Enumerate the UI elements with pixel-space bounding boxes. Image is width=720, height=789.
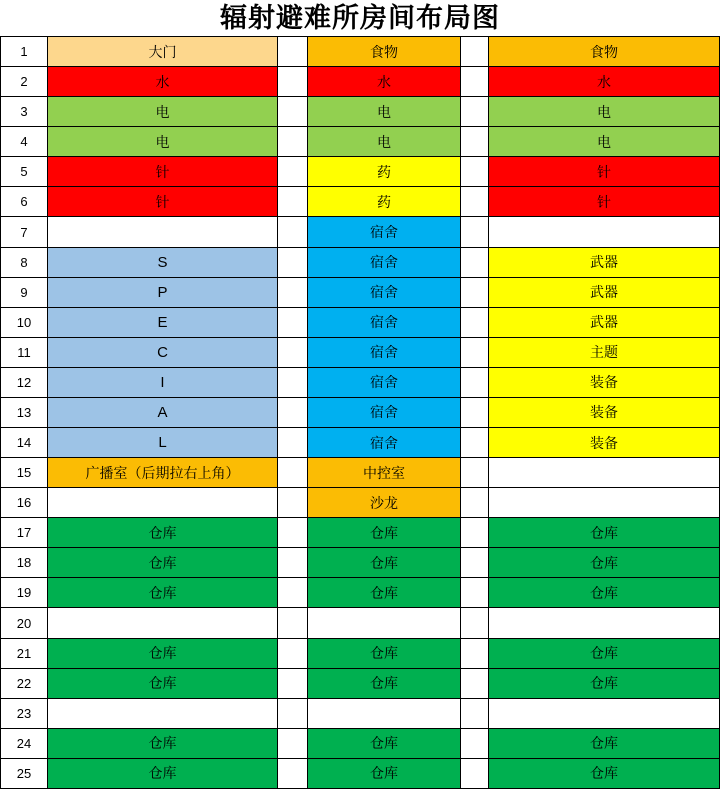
room-cell-left[interactable]: I <box>47 368 277 397</box>
row-number-cell[interactable]: 17 <box>0 518 47 547</box>
table-row <box>0 458 720 488</box>
room-cell-middle[interactable]: 药 <box>307 157 460 186</box>
gap-cell[interactable] <box>460 458 488 487</box>
row-number-cell[interactable]: 9 <box>0 278 47 307</box>
gap-cell[interactable] <box>277 398 307 427</box>
room-cell-left[interactable]: S <box>47 248 277 277</box>
gap-cell[interactable] <box>460 187 488 216</box>
room-cell-middle[interactable]: 宿舍 <box>307 368 460 397</box>
room-cell-left[interactable]: 针 <box>47 187 277 216</box>
table-row <box>0 669 720 699</box>
room-cell-left[interactable]: 仓库 <box>47 548 277 577</box>
room-cell-left[interactable]: 针 <box>47 157 277 186</box>
room-cell-right[interactable]: 仓库 <box>488 548 720 577</box>
row-number-cell[interactable]: 20 <box>0 608 47 637</box>
row-number-cell[interactable]: 22 <box>0 669 47 698</box>
room-cell-left[interactable]: A <box>47 398 277 427</box>
gap-cell[interactable] <box>460 67 488 96</box>
gap-cell[interactable] <box>277 248 307 277</box>
gap-cell[interactable] <box>460 729 488 758</box>
table-row <box>0 759 720 789</box>
gap-cell[interactable] <box>460 488 488 517</box>
gap-cell[interactable] <box>277 729 307 758</box>
gap-cell[interactable] <box>277 127 307 156</box>
gap-cell[interactable] <box>277 699 307 728</box>
room-cell-middle[interactable]: 仓库 <box>307 729 460 758</box>
room-cell-right[interactable]: 仓库 <box>488 729 720 758</box>
room-cell-left[interactable]: 广播室（后期拉右上角） <box>47 458 277 487</box>
table-row <box>0 368 720 398</box>
row-number-cell[interactable]: 25 <box>0 759 47 788</box>
gap-cell[interactable] <box>277 187 307 216</box>
room-cell-left[interactable]: 仓库 <box>47 669 277 698</box>
row-number-cell[interactable]: 14 <box>0 428 47 457</box>
room-cell-middle[interactable]: 仓库 <box>307 548 460 577</box>
room-cell-middle[interactable]: 药 <box>307 187 460 216</box>
row-number-cell[interactable]: 11 <box>0 338 47 367</box>
room-cell-middle[interactable]: 宿舍 <box>307 428 460 457</box>
room-cell-right[interactable]: 针 <box>488 187 720 216</box>
room-cell-right[interactable]: 仓库 <box>488 518 720 547</box>
gap-cell[interactable] <box>460 398 488 427</box>
room-cell-middle[interactable]: 宿舍 <box>307 338 460 367</box>
room-cell-right[interactable]: 主题 <box>488 338 720 367</box>
table-row <box>0 187 720 217</box>
table-row <box>0 639 720 669</box>
room-cell-middle[interactable]: 仓库 <box>307 669 460 698</box>
gap-cell[interactable] <box>460 97 488 126</box>
room-cell-middle[interactable]: 水 <box>307 67 460 96</box>
gap-cell[interactable] <box>460 157 488 186</box>
row-number-cell[interactable]: 13 <box>0 398 47 427</box>
table-row <box>0 488 720 518</box>
room-cell-middle[interactable]: 宿舍 <box>307 278 460 307</box>
room-cell-left[interactable]: C <box>47 338 277 367</box>
gap-cell[interactable] <box>277 639 307 668</box>
row-number-cell[interactable]: 3 <box>0 97 47 126</box>
table-row <box>0 578 720 608</box>
room-cell-left[interactable]: 电 <box>47 97 277 126</box>
table-row <box>0 338 720 368</box>
gap-cell[interactable] <box>277 608 307 637</box>
room-cell-right[interactable] <box>488 488 720 517</box>
room-cell-left[interactable] <box>47 699 277 728</box>
room-cell-left[interactable]: 仓库 <box>47 578 277 607</box>
gap-cell[interactable] <box>460 127 488 156</box>
row-number-cell[interactable]: 21 <box>0 639 47 668</box>
room-cell-right[interactable]: 电 <box>488 97 720 126</box>
table-row <box>0 699 720 729</box>
room-cell-right[interactable] <box>488 608 720 637</box>
table-row <box>0 127 720 157</box>
gap-cell[interactable] <box>277 97 307 126</box>
gap-cell[interactable] <box>460 518 488 547</box>
room-cell-left[interactable]: L <box>47 428 277 457</box>
gap-cell[interactable] <box>460 699 488 728</box>
row-number-cell[interactable]: 5 <box>0 157 47 186</box>
room-cell-left[interactable] <box>47 488 277 517</box>
table-row <box>0 37 720 67</box>
room-cell-middle[interactable]: 宿舍 <box>307 398 460 427</box>
row-number-cell[interactable]: 8 <box>0 248 47 277</box>
gap-cell[interactable] <box>460 217 488 246</box>
room-cell-middle[interactable]: 宿舍 <box>307 248 460 277</box>
room-cell-middle[interactable]: 仓库 <box>307 518 460 547</box>
gap-cell[interactable] <box>277 67 307 96</box>
table-row <box>0 518 720 548</box>
table-row <box>0 308 720 338</box>
room-cell-right[interactable]: 装备 <box>488 398 720 427</box>
gap-cell[interactable] <box>277 428 307 457</box>
gap-cell[interactable] <box>460 308 488 337</box>
gap-cell[interactable] <box>277 518 307 547</box>
row-number-cell[interactable]: 12 <box>0 368 47 397</box>
room-cell-left[interactable]: 仓库 <box>47 639 277 668</box>
room-cell-left[interactable]: E <box>47 308 277 337</box>
gap-cell[interactable] <box>460 608 488 637</box>
gap-cell[interactable] <box>277 578 307 607</box>
room-cell-right[interactable]: 装备 <box>488 368 720 397</box>
gap-cell[interactable] <box>460 278 488 307</box>
row-number-cell[interactable]: 24 <box>0 729 47 758</box>
room-cell-middle[interactable]: 食物 <box>307 37 460 66</box>
page-title: 辐射避难所房间布局图 <box>220 3 500 34</box>
table-row <box>0 278 720 308</box>
room-cell-right[interactable] <box>488 699 720 728</box>
room-cell-middle[interactable]: 电 <box>307 97 460 126</box>
row-number-cell[interactable]: 23 <box>0 699 47 728</box>
room-cell-right[interactable]: 仓库 <box>488 669 720 698</box>
room-cell-left[interactable] <box>47 608 277 637</box>
row-number-cell[interactable]: 10 <box>0 308 47 337</box>
room-cell-middle[interactable]: 仓库 <box>307 759 460 788</box>
table-row <box>0 729 720 759</box>
table-row <box>0 248 720 278</box>
room-cell-middle[interactable]: 沙龙 <box>307 488 460 517</box>
gap-cell[interactable] <box>460 639 488 668</box>
table-row <box>0 398 720 428</box>
row-number-cell[interactable]: 2 <box>0 67 47 96</box>
room-cell-middle[interactable]: 中控室 <box>307 458 460 487</box>
gap-cell[interactable] <box>277 488 307 517</box>
table-row <box>0 97 720 127</box>
gap-cell[interactable] <box>460 248 488 277</box>
room-cell-right[interactable]: 仓库 <box>488 759 720 788</box>
room-cell-right[interactable]: 武器 <box>488 278 720 307</box>
room-cell-left[interactable]: 仓库 <box>47 518 277 547</box>
gap-cell[interactable] <box>277 458 307 487</box>
gap-cell[interactable] <box>460 428 488 457</box>
room-cell-left[interactable]: 大门 <box>47 37 277 66</box>
row-number-cell[interactable]: 4 <box>0 127 47 156</box>
room-cell-right[interactable]: 食物 <box>488 37 720 66</box>
room-cell-right[interactable]: 仓库 <box>488 639 720 668</box>
gap-cell[interactable] <box>460 548 488 577</box>
gap-cell[interactable] <box>460 578 488 607</box>
row-number-cell[interactable]: 7 <box>0 217 47 246</box>
room-cell-middle[interactable]: 仓库 <box>307 639 460 668</box>
row-number-cell[interactable]: 1 <box>0 37 47 66</box>
room-cell-middle[interactable] <box>307 699 460 728</box>
room-cell-left[interactable]: P <box>47 278 277 307</box>
room-cell-right[interactable] <box>488 217 720 246</box>
room-cell-left[interactable]: 电 <box>47 127 277 156</box>
table-row <box>0 428 720 458</box>
gap-cell[interactable] <box>277 308 307 337</box>
gap-cell[interactable] <box>277 368 307 397</box>
room-cell-left[interactable]: 水 <box>47 67 277 96</box>
room-cell-right[interactable]: 水 <box>488 67 720 96</box>
room-cell-right[interactable]: 电 <box>488 127 720 156</box>
row-number-cell[interactable]: 16 <box>0 488 47 517</box>
room-cell-middle[interactable]: 宿舍 <box>307 217 460 246</box>
room-cell-left[interactable]: 仓库 <box>47 729 277 758</box>
room-cell-right[interactable]: 武器 <box>488 248 720 277</box>
gap-cell[interactable] <box>460 37 488 66</box>
row-number-cell[interactable]: 19 <box>0 578 47 607</box>
table-row <box>0 157 720 187</box>
room-cell-right[interactable]: 装备 <box>488 428 720 457</box>
room-cell-left[interactable]: 仓库 <box>47 759 277 788</box>
room-cell-right[interactable]: 武器 <box>488 308 720 337</box>
gap-cell[interactable] <box>460 368 488 397</box>
gap-cell[interactable] <box>277 759 307 788</box>
room-layout-table <box>0 36 720 789</box>
row-number-cell[interactable]: 6 <box>0 187 47 216</box>
gap-cell[interactable] <box>277 669 307 698</box>
table-row <box>0 217 720 247</box>
room-cell-left[interactable] <box>47 217 277 246</box>
gap-cell[interactable] <box>277 338 307 367</box>
room-cell-right[interactable] <box>488 458 720 487</box>
gap-cell[interactable] <box>460 338 488 367</box>
room-cell-middle[interactable]: 仓库 <box>307 578 460 607</box>
room-cell-middle[interactable]: 宿舍 <box>307 308 460 337</box>
gap-cell[interactable] <box>460 669 488 698</box>
table-row <box>0 548 720 578</box>
table-row <box>0 67 720 97</box>
row-number-cell[interactable]: 18 <box>0 548 47 577</box>
gap-cell[interactable] <box>277 217 307 246</box>
room-cell-middle[interactable]: 电 <box>307 127 460 156</box>
gap-cell[interactable] <box>277 548 307 577</box>
room-cell-right[interactable]: 针 <box>488 157 720 186</box>
gap-cell[interactable] <box>277 278 307 307</box>
gap-cell[interactable] <box>277 157 307 186</box>
room-cell-right[interactable]: 仓库 <box>488 578 720 607</box>
room-cell-middle[interactable] <box>307 608 460 637</box>
gap-cell[interactable] <box>277 37 307 66</box>
table-row <box>0 608 720 638</box>
gap-cell[interactable] <box>460 759 488 788</box>
row-number-cell[interactable]: 15 <box>0 458 47 487</box>
